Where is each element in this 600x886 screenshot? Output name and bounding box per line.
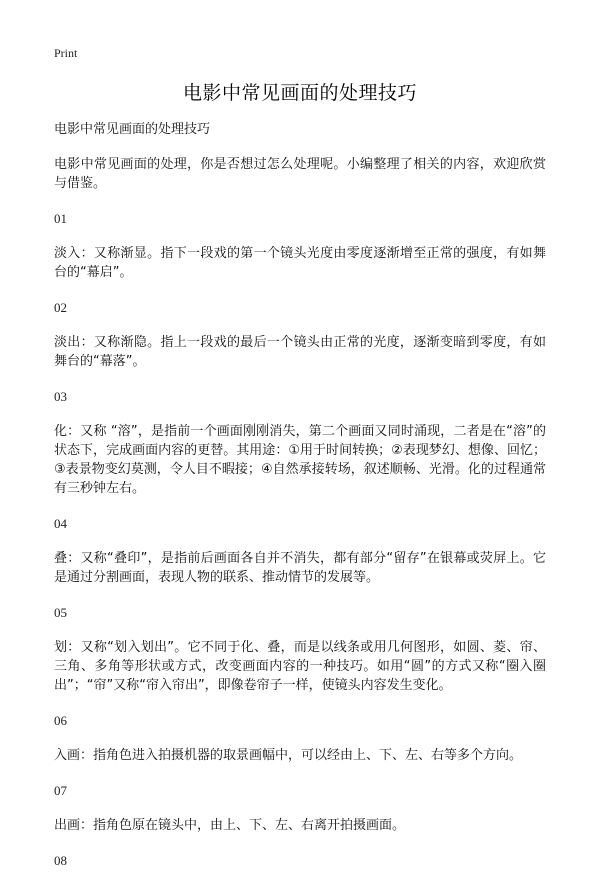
section-text-06: 入画：指角色进入拍摄机器的取景画幅中，可以经由上、下、左、右等多个方向。 <box>54 748 523 763</box>
section-number-06: 06 <box>54 713 67 728</box>
document-content <box>54 120 546 886</box>
section-text-02: 淡出：又称渐隐。指上一段戏的最后一个镜头由正常的光度，逐渐变暗到零度，有如舞台的“幕落”。 <box>54 335 546 369</box>
document-subtitle: 电影中常见画面的处理技巧 <box>54 122 211 137</box>
section-text-01: 淡入：又称渐显。指下一段戏的第一个镜头光度由零度逐渐增至正常的强度，有如舞台的“幕启”。 <box>54 246 546 280</box>
section-number-08: 08 <box>54 853 67 868</box>
section-text-03: 化：又称 “溶”，是指前一个画面刚刚消失，第二个画面又同时涌现，二者是在“溶”的状态下，完成画面内容的更替。其用途：①用于时间转换；②表现梦幻、想像、回忆；③表景物变幻莫测，令人目不暇接；④自然承接转场，叙述顺畅、光滑。化的过程通常有三秒钟左右。 <box>54 424 546 496</box>
section-number-07: 07 <box>54 783 67 798</box>
section-number-05: 05 <box>54 605 67 620</box>
print-link[interactable]: Print <box>54 46 78 60</box>
section-number-04: 04 <box>54 516 67 531</box>
section-number-02: 02 <box>54 300 67 315</box>
section-text-04: 叠：又称“叠印”，是指前后画面各自并不消失，都有部分“留存”在银幕或荧屏上。它是通过分割画面，表现人物的联系、推动情节的发展等。 <box>54 551 546 585</box>
section-number-01: 01 <box>54 211 67 226</box>
section-text-07: 出画：指角色原在镜头中，由上、下、左、右离开拍摄画面。 <box>54 818 406 833</box>
section-text-05: 划：又称“划入划出”。它不同于化、叠，而是以线条或用几何图形，如圆、菱、帘、三角、多角等形状或方式，改变画面内容的一种技巧。如用“圆”的方式又称“圈入圈出”；“帘”又称“帘入帘出”，即像卷帘子一样，使镜头内容发生变化。 <box>54 640 546 693</box>
document-title: 电影中常见画面的处理技巧 <box>182 82 417 104</box>
intro-paragraph: 电影中常见画面的处理，你是否想过怎么处理呢。小编整理了相关的内容，欢迎欣赏与借鉴。 <box>54 157 546 191</box>
section-number-03: 03 <box>54 389 67 404</box>
